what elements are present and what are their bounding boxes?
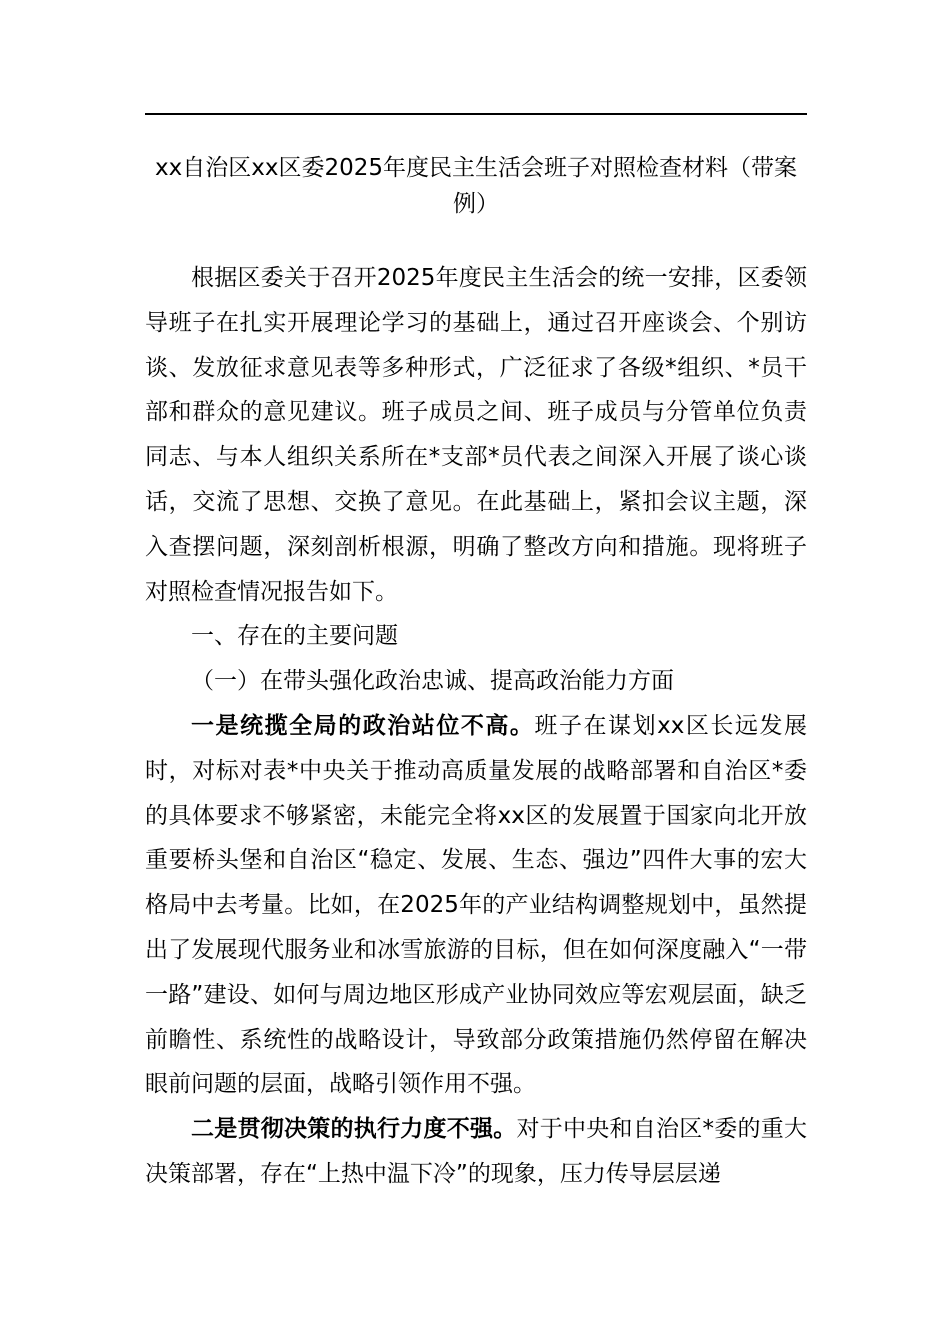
problem-1-text: 班子在谋划xx区长远发展时，对标对表*中央关于推动高质量发展的战略部署和自治区*委的具体要求不够紧密，未能完全将xx区的发展置于国家向北开放重要桥头堡和自治区“稳定、发展、生态、强边”四件大事的宏大格局中去考量。比如，在2025年的产业结构调整规划中，虽然提出了发展现代服务业和冰雪旅游的目标，但在如何深度融入“一带一路”建设、如何与周边地区形成产业协同效应等宏观层面，缺乏前瞻性、系统性的战略设计，导致部分政策措施仍然停留在解决眼前问题的层面，战略引领作用不强。 <box>145 712 807 1098</box>
subsection-heading <box>145 659 807 704</box>
section-heading-text: 一、存在的主要问题 <box>191 623 398 650</box>
document-title: xx自治区xx区委2025年度民主生活会班子对照检查材料（带案例） <box>155 155 797 217</box>
problem-paragraph-1 <box>145 704 807 1107</box>
problem-1-heading: 一是统揽全局的政治站位不高。 <box>191 712 535 739</box>
problem-paragraph-2 <box>145 1107 807 1197</box>
intro-text: 根据区委关于召开2025年度民主生活会的统一安排，区委领导班子在扎实开展理论学习的基础上，通过召开座谈会、个别访谈、发放征求意见表等多种形式，广泛征求了各级*组织、*员干部和群众的意见建议。班子成员之间、班子成员与分管单位负责同志、与本人组织关系所在*支部*员代表之间深入开展了谈心谈话，交流了思想、交换了意见。在此基础上，紧扣会议主题，深入查摆问题，深刻剖析根源，明确了整改方向和措施。现将班子对照检查情况报告如下。 <box>145 265 807 605</box>
problem-2-heading: 二是贯彻决策的执行力度不强。 <box>191 1116 517 1143</box>
document-body <box>145 256 807 1197</box>
problem-2-text: 对于中央和自治区*委的重大决策部署，存在“上热中温下冷”的现象，压力传导层层递 <box>145 1116 807 1187</box>
section-heading <box>145 614 807 659</box>
intro-paragraph <box>145 256 807 614</box>
header-rule <box>145 113 807 115</box>
subsection-heading-text: （一）在带头强化政治忠诚、提高政治能力方面 <box>191 668 674 695</box>
